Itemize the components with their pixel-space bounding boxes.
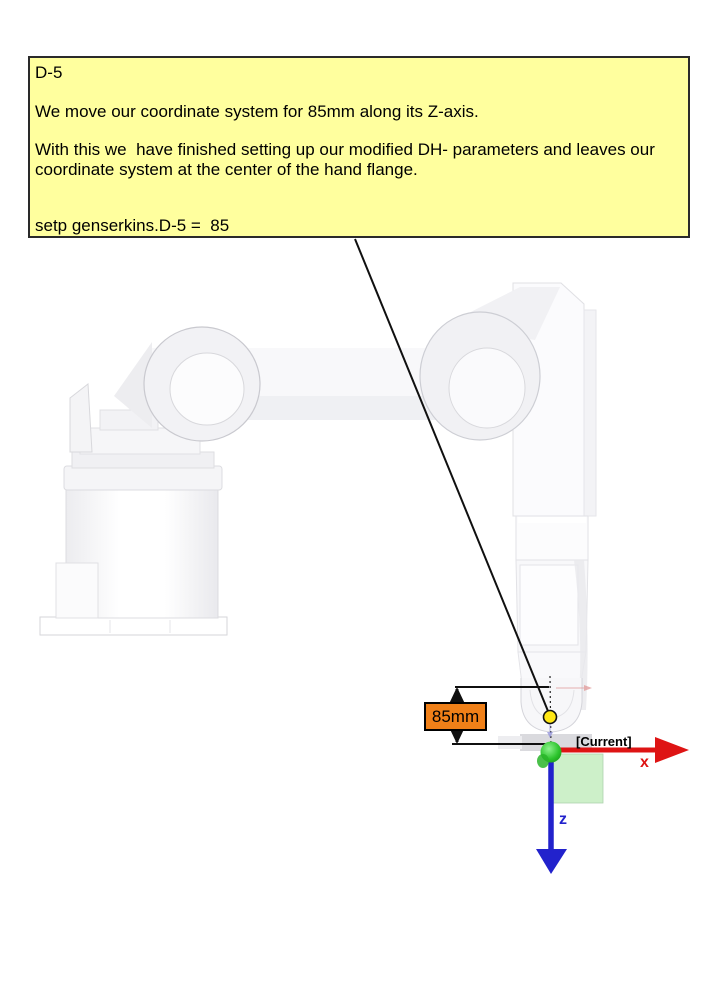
elbow-joint-bore (449, 348, 525, 428)
base-side-block (56, 563, 98, 618)
x-axis-label: x (640, 754, 649, 771)
flange-center-dot (544, 711, 557, 724)
note-code-line: setp genserkins.D-5 = 85 (35, 216, 230, 235)
z-axis-arrowhead (536, 849, 567, 874)
base-collar-lower (64, 466, 222, 490)
origin-marker-lobe (537, 754, 549, 768)
base-plate (40, 617, 227, 635)
z-axis-label: z (559, 811, 567, 828)
rear-link-edge (584, 310, 596, 516)
note-box (28, 56, 690, 238)
note-title: D-5 (35, 63, 63, 82)
note-paragraph-1: We move our coordinate system for 85mm along its Z-axis. (35, 102, 479, 121)
forearm-highlight (518, 517, 586, 523)
flange-shadow-light (498, 736, 522, 749)
shoulder-bracket (70, 384, 92, 452)
robot-arm-render (40, 283, 596, 751)
old-frame-x-tickhead (584, 685, 592, 691)
dimension-label: 85mm (424, 702, 487, 731)
forearm-cover-panel (520, 565, 578, 645)
xz-plane-patch (553, 754, 603, 803)
shoulder-joint-bore (170, 353, 244, 425)
current-frame-label: [Current] (576, 734, 632, 749)
x-axis-arrowhead (655, 737, 689, 763)
note-paragraph-2: With this we have finished setting up our modified DH- parameters and leaves our coordinate system at the center of the hand flange. (35, 140, 660, 179)
